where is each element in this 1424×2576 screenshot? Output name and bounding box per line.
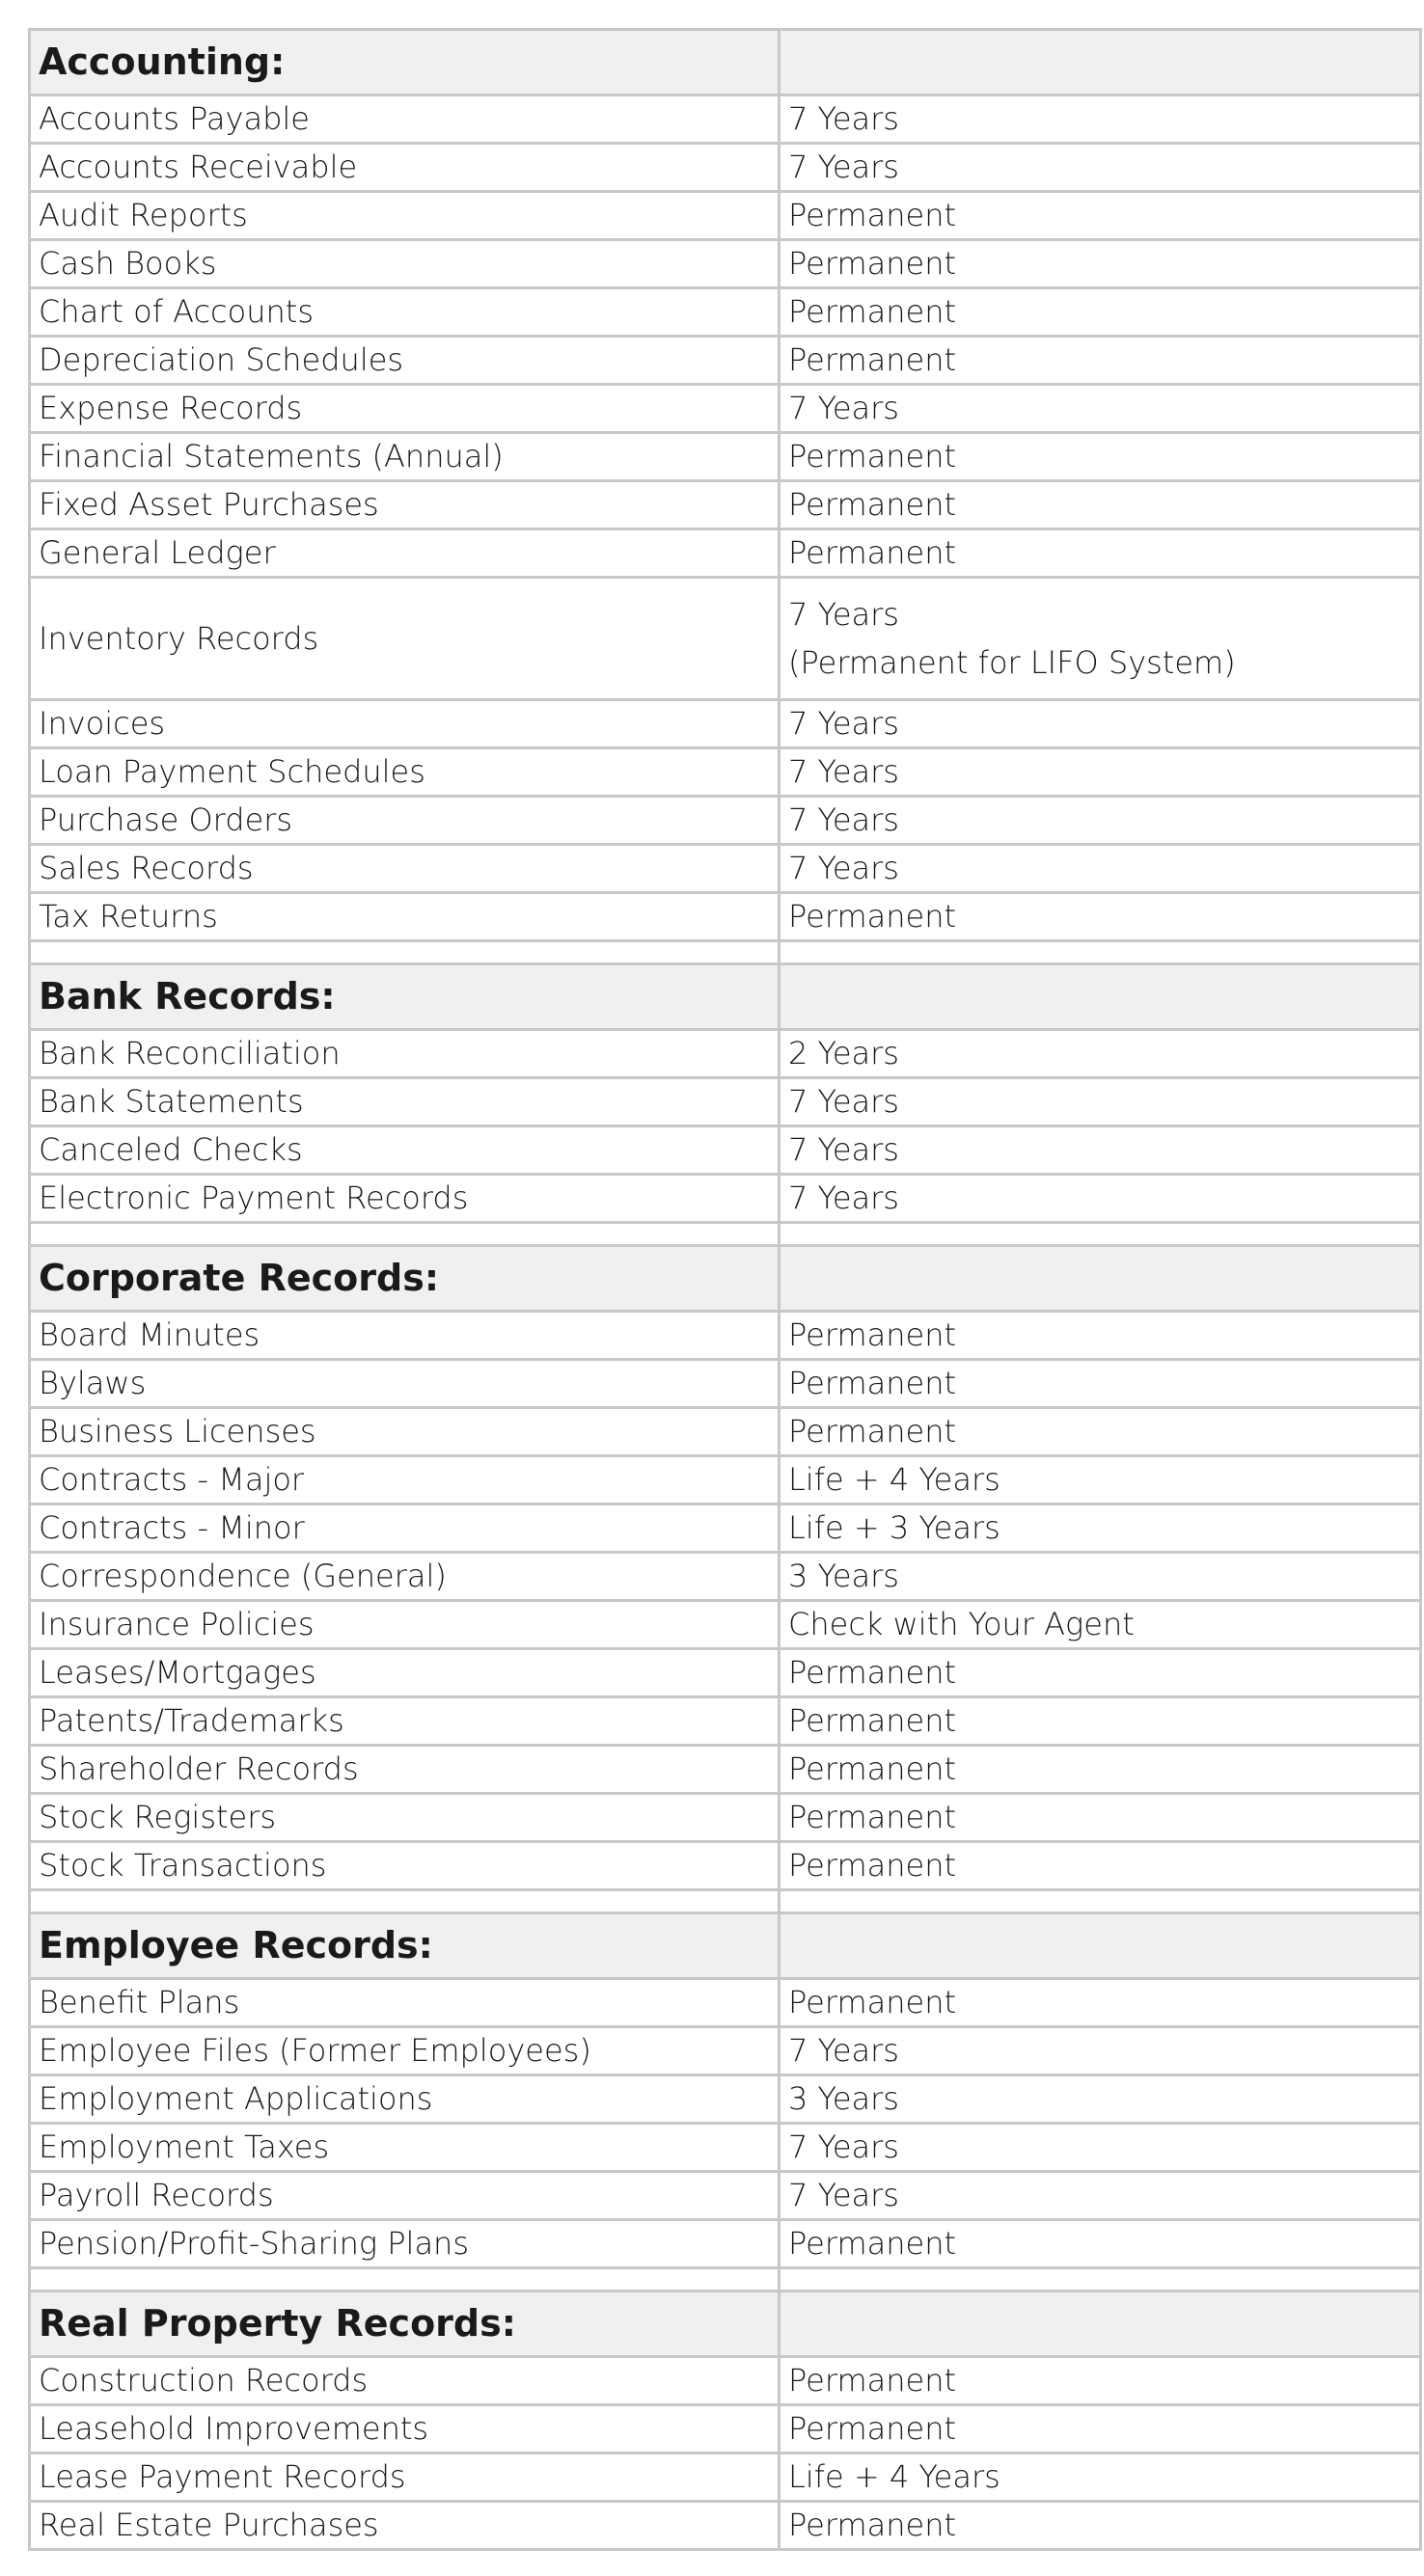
spacer-cell [780,1223,1421,1246]
record-type-cell: Insurance Policies [30,1601,780,1649]
retention-period-cell: Permanent [780,1649,1421,1697]
retention-period-cell: 7 Years [780,1078,1421,1126]
table-row [30,2454,1421,2502]
section-header-row [30,1246,1421,1312]
retention-period-cell: 3 Years [780,1553,1421,1601]
retention-period-cell: Permanent [780,529,1421,578]
retention-period-cell: Permanent [780,1360,1421,1408]
section-header-row [30,2291,1421,2357]
section-spacer-row [30,2268,1421,2291]
retention-period-cell: 2 Years [780,1030,1421,1078]
table-row [30,578,1421,700]
table-row [30,2172,1421,2220]
table-row [30,1312,1421,1360]
record-type-cell: Audit Reports [30,192,780,240]
table-row [30,1360,1421,1408]
table-row [30,2027,1421,2075]
table-row [30,700,1421,748]
retention-period-cell: Permanent [780,481,1421,529]
table-row [30,797,1421,845]
record-type-cell: Accounts Receivable [30,144,780,192]
record-type-cell: Loan Payment Schedules [30,748,780,797]
retention-period-cell: Permanent [780,1697,1421,1746]
section-title: Corporate Records: [30,1246,780,1312]
retention-period-cell: 3 Years [780,2075,1421,2124]
record-type-cell: Real Estate Purchases [30,2502,780,2550]
section-spacer-row [30,941,1421,964]
table-row [30,2405,1421,2454]
record-type-cell: Stock Registers [30,1794,780,1842]
record-type-cell: Cash Books [30,240,780,288]
retention-period-cell: 7 Years [780,797,1421,845]
table-row [30,337,1421,385]
record-type-cell: Fixed Asset Purchases [30,481,780,529]
table-row [30,2220,1421,2268]
record-type-cell: Contracts - Minor [30,1505,780,1553]
retention-period-cell: 7 Years [780,845,1421,893]
section-header-row [30,964,1421,1030]
table-row [30,1408,1421,1456]
record-type-cell: Sales Records [30,845,780,893]
record-type-cell: Correspondence (General) [30,1553,780,1601]
table-body [30,30,1421,2550]
table-row [30,95,1421,144]
table-row [30,2502,1421,2550]
table-row [30,1979,1421,2027]
record-type-cell: Accounts Payable [30,95,780,144]
record-type-cell: Business Licenses [30,1408,780,1456]
section-header-empty-cell [780,2291,1421,2357]
table-row [30,1601,1421,1649]
table-row [30,748,1421,797]
records-retention-table [28,28,1422,2551]
retention-period-cell: Permanent [780,1794,1421,1842]
retention-period-cell: Permanent [780,433,1421,481]
record-type-cell: Leases/Mortgages [30,1649,780,1697]
retention-period-cell: Permanent [780,1408,1421,1456]
record-type-cell: Electronic Payment Records [30,1175,780,1223]
record-type-cell: General Ledger [30,529,780,578]
section-spacer-row [30,1890,1421,1913]
spacer-cell [30,941,780,964]
table-row [30,1030,1421,1078]
retention-period-cell: Permanent [780,2405,1421,2454]
table-row [30,1842,1421,1890]
section-header-empty-cell [780,964,1421,1030]
table-row [30,893,1421,941]
retention-period-cell: Life + 4 Years [780,2454,1421,2502]
retention-period-cell: Permanent [780,192,1421,240]
section-header-row [30,30,1421,95]
section-spacer-row [30,1223,1421,1246]
section-title: Accounting: [30,30,780,95]
retention-period-cell: 7 Years [780,2027,1421,2075]
record-type-cell: Employment Taxes [30,2124,780,2172]
table-row [30,1126,1421,1175]
table-row [30,1456,1421,1505]
record-type-cell: Bank Statements [30,1078,780,1126]
table-row [30,481,1421,529]
section-header-empty-cell [780,30,1421,95]
retention-period-cell: 7 Years [780,95,1421,144]
table-row [30,385,1421,433]
table-row [30,1553,1421,1601]
record-type-cell: Bylaws [30,1360,780,1408]
spacer-cell [780,1890,1421,1913]
retention-period-cell: 7 Years [780,2172,1421,2220]
spacer-cell [30,1890,780,1913]
record-type-cell: Benefit Plans [30,1979,780,2027]
table-row [30,1175,1421,1223]
record-type-cell: Leasehold Improvements [30,2405,780,2454]
retention-period-cell: Life + 3 Years [780,1505,1421,1553]
retention-period-cell: 7 Years [780,1126,1421,1175]
record-type-cell: Expense Records [30,385,780,433]
table-row [30,144,1421,192]
table-row [30,1697,1421,1746]
record-type-cell: Chart of Accounts [30,288,780,337]
spacer-cell [780,2268,1421,2291]
table-row [30,1505,1421,1553]
retention-period-cell: Permanent [780,1979,1421,2027]
spacer-cell [780,941,1421,964]
record-type-cell: Construction Records [30,2357,780,2405]
section-header-row [30,1913,1421,1979]
table-row [30,240,1421,288]
record-type-cell: Invoices [30,700,780,748]
record-type-cell: Canceled Checks [30,1126,780,1175]
retention-period-cell: Permanent [780,1312,1421,1360]
record-type-cell: Employment Applications [30,2075,780,2124]
retention-note-text: (Permanent for LIFO System) [788,644,1236,681]
table-row [30,192,1421,240]
retention-period-cell: 7 Years [780,700,1421,748]
record-type-cell: Financial Statements (Annual) [30,433,780,481]
retention-period-cell: Life + 4 Years [780,1456,1421,1505]
spacer-cell [30,1223,780,1246]
section-header-empty-cell [780,1913,1421,1979]
retention-period-cell: Permanent [780,1746,1421,1794]
table-row [30,1794,1421,1842]
section-title: Employee Records: [30,1913,780,1979]
record-type-cell: Lease Payment Records [30,2454,780,2502]
section-title: Real Property Records: [30,2291,780,2357]
retention-period-cell: 7 Years [780,144,1421,192]
retention-period-cell: Permanent [780,1842,1421,1890]
retention-period-cell: Permanent [780,2357,1421,2405]
section-title: Bank Records: [30,964,780,1030]
table-row [30,2075,1421,2124]
record-type-cell: Depreciation Schedules [30,337,780,385]
retention-period-text: 7 Years [788,596,899,633]
retention-period-cell: 7 Years [780,748,1421,797]
record-type-cell: Employee Files (Former Employees) [30,2027,780,2075]
retention-period-cell: 7 Years [780,1175,1421,1223]
table-row [30,288,1421,337]
retention-period-cell: Permanent [780,240,1421,288]
table-row [30,1649,1421,1697]
table-row [30,845,1421,893]
table-row [30,1746,1421,1794]
table-row [30,1078,1421,1126]
record-type-cell: Payroll Records [30,2172,780,2220]
retention-period-cell: Permanent [780,337,1421,385]
retention-period-cell: Permanent [780,2502,1421,2550]
record-type-cell: Stock Transactions [30,1842,780,1890]
spacer-cell [30,2268,780,2291]
table-row [30,433,1421,481]
section-header-empty-cell [780,1246,1421,1312]
table-row [30,2124,1421,2172]
record-type-cell: Bank Reconciliation [30,1030,780,1078]
table-row [30,2357,1421,2405]
record-type-cell: Patents/Trademarks [30,1697,780,1746]
record-type-cell: Pension/Profit-Sharing Plans [30,2220,780,2268]
record-type-cell: Purchase Orders [30,797,780,845]
retention-period-cell: 7 Years [780,2124,1421,2172]
retention-period-cell: Permanent [780,2220,1421,2268]
retention-period-cell: 7 Years [780,385,1421,433]
record-type-cell: Tax Returns [30,893,780,941]
retention-period-cell: Check with Your Agent [780,1601,1421,1649]
record-type-cell: Board Minutes [30,1312,780,1360]
retention-period-cell: Permanent [780,288,1421,337]
retention-period-cell [780,578,1421,700]
record-type-cell: Inventory Records [30,578,780,700]
record-type-cell: Contracts - Major [30,1456,780,1505]
table-row [30,529,1421,578]
retention-period-cell: Permanent [780,893,1421,941]
record-type-cell: Shareholder Records [30,1746,780,1794]
